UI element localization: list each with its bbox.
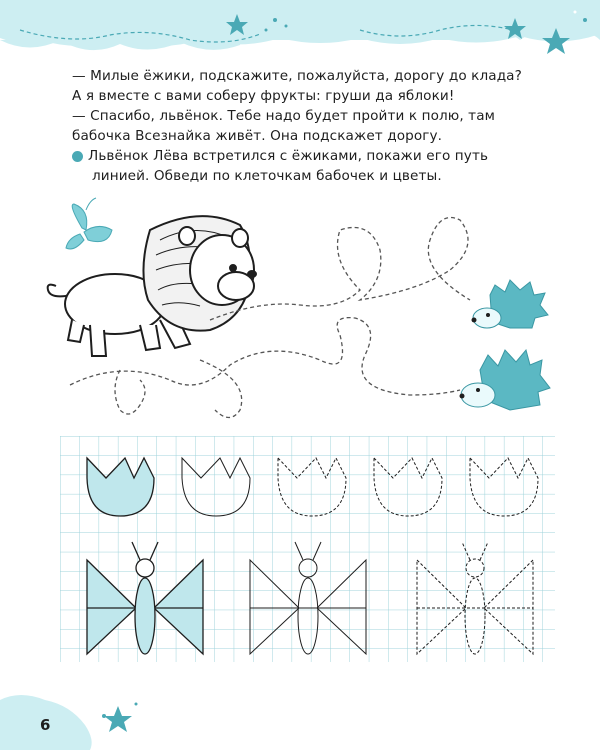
dialogue-line-4: бабочка Всезнайка живёт. Она подскажет дорогу. (72, 128, 443, 144)
story-text (72, 66, 562, 186)
dialogue-line-2: А я вместе с вами соберу фрукты: груши да яблоки! (72, 88, 455, 104)
hedgehog-illustration (472, 280, 549, 328)
tracing-grid (60, 436, 555, 662)
footer-decoration (0, 690, 600, 750)
illustration (0, 195, 600, 430)
dialogue-line-1: — Милые ёжики, подскажите, пожалуйста, дорогу до клада? (72, 68, 522, 84)
dialogue-line-3: — Спасибо, львёнок. Тебе надо будет пройти к полю, там (72, 108, 495, 124)
task-line-2: линией. Обведи по клеточкам бабочек и цветы. (92, 168, 442, 184)
task-line-1: Львёнок Лёва встретился с ёжиками, покажи его путь (72, 146, 562, 166)
header-decoration (0, 0, 600, 60)
bullet-icon (72, 151, 83, 162)
butterfly-icon (66, 198, 112, 249)
page-number: 6 (40, 716, 51, 734)
star-icon (104, 706, 132, 732)
hedgehog-illustration (460, 350, 551, 410)
